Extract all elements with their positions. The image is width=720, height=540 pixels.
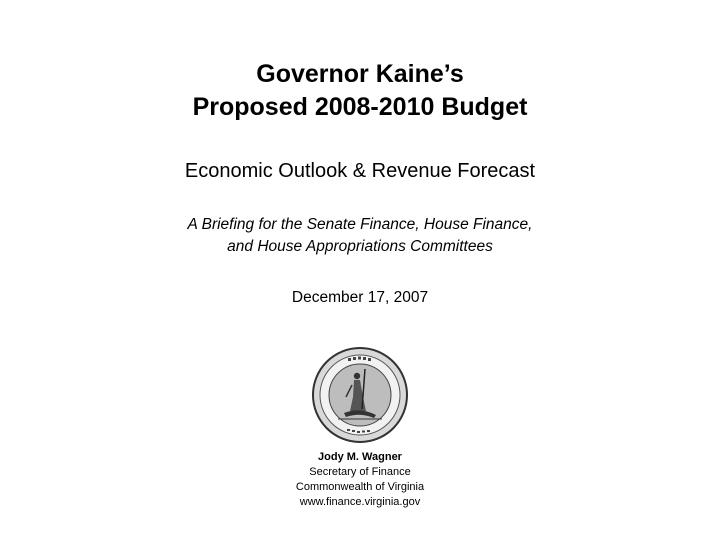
signatory-name: Jody M. Wagner [318, 451, 402, 463]
briefing-date: December 17, 2007 [291, 289, 429, 306]
signatory-title: Secretary of Finance [309, 466, 411, 478]
signatory-organization: Commonwealth of Virginia [295, 481, 425, 493]
slide-title [0, 58, 720, 124]
virginia-seal-icon [310, 345, 410, 445]
title-line-1: Governor Kaine’s [256, 60, 464, 88]
slide-subtitle: Economic Outlook & Revenue Forecast [184, 160, 536, 182]
signature-block [0, 450, 720, 510]
title-line-2: Proposed 2008-2010 Budget [192, 93, 528, 121]
briefing-line-2: and House Appropriations Committees [227, 238, 493, 255]
signatory-website: www.finance.virginia.gov [299, 496, 421, 508]
briefing-description [0, 214, 720, 258]
briefing-line-1: A Briefing for the Senate Finance, House Finance, [187, 216, 533, 233]
